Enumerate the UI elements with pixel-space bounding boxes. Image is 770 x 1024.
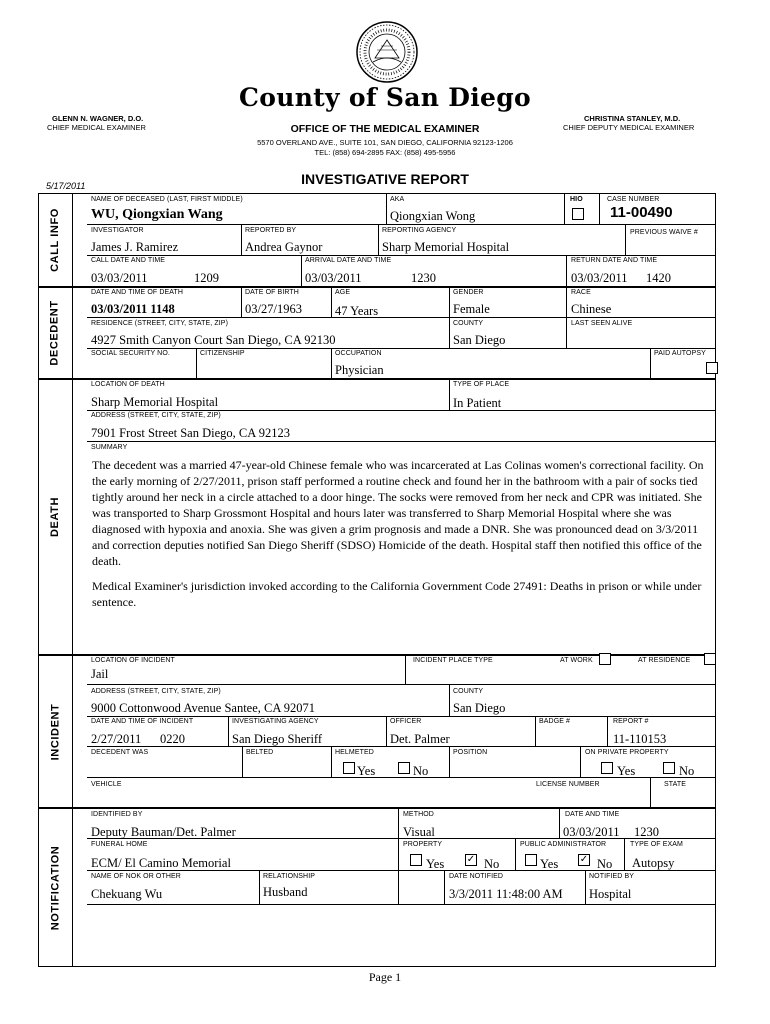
private-property-label: ON PRIVATE PROPERTY [585, 749, 669, 756]
identified-by: Deputy Bauman/Det. Palmer [91, 825, 236, 839]
incident-address: 9000 Cottonwood Avenue Santee, CA 92071 [91, 701, 316, 715]
page-number: Page 1 [368, 970, 402, 984]
state-label: STATE [664, 781, 687, 788]
section-notification: NOTIFICATION [49, 845, 62, 930]
relationship: Husband [263, 885, 308, 899]
case-number-label: CASE NUMBER [607, 196, 660, 203]
call-time: 1209 [194, 271, 219, 285]
at-residence-checkbox[interactable] [704, 653, 716, 665]
paid-autopsy-label: PAID AUTOPSY [654, 350, 706, 357]
age: 47 Years [335, 304, 379, 318]
relationship-label: RELATIONSHIP [263, 873, 316, 880]
gender-label: GENDER [453, 289, 484, 296]
death-address: 7901 Frost Street San Diego, CA 92123 [91, 426, 290, 440]
incident-time: 0220 [160, 732, 185, 746]
badge-label: BADGE # [539, 718, 571, 725]
investigator: James J. Ramirez [91, 240, 179, 254]
helmeted-yes-label: Yes [357, 764, 376, 778]
incident-datetime-label: DATE AND TIME OF INCIDENT [91, 718, 194, 725]
dob: 03/27/1963 [245, 302, 302, 316]
section-death: DEATH [49, 496, 62, 538]
reporting-agency: Sharp Memorial Hospital [382, 240, 510, 254]
previous-waive-label: PREVIOUS WAIVE # [630, 229, 698, 236]
officer: Det. Palmer [390, 732, 450, 746]
office-phone: TEL: (858) 694-2895 FAX: (858) 495-5956 [314, 148, 456, 157]
public-admin-yes-checkbox[interactable] [525, 854, 537, 866]
county-title: County of San Diego [239, 83, 531, 112]
deputy-examiner-name: CHRISTINA STANLEY, M.D. [584, 114, 681, 123]
incident-date: 2/27/2011 [91, 732, 142, 746]
place-type: In Patient [453, 396, 502, 410]
property-yes-checkbox[interactable] [410, 854, 422, 866]
deceased-name-label: NAME OF DECEASED (LAST, FIRST MIDDLE) [91, 196, 243, 203]
call-datetime-label: CALL DATE AND TIME [91, 257, 166, 264]
private-no-label: No [679, 764, 695, 778]
helmeted-yes-checkbox[interactable] [343, 762, 355, 774]
incident-address-label: ADDRESS (STREET, CITY, STATE, ZIP) [91, 688, 221, 695]
ssn-label: SOCIAL SECURITY NO. [91, 350, 170, 357]
nok-name: Chekuang Wu [91, 887, 163, 901]
deputy-examiner-title: CHIEF DEPUTY MEDICAL EXAMINER [563, 123, 695, 132]
incident-location: Jail [91, 667, 109, 681]
helmeted-no-checkbox[interactable] [398, 762, 410, 774]
place-type-label: TYPE OF PLACE [453, 381, 510, 388]
summary-paragraph-2: Medical Examiner's jurisdiction invoked according to the California Government Code 27491: Deaths in prison or while under sentence. [92, 579, 702, 609]
report-number-label: REPORT # [613, 718, 649, 725]
incident-county-label: COUNTY [453, 688, 484, 695]
funeral-home: ECM/ El Camino Memorial [91, 856, 231, 870]
dob-label: DATE OF BIRTH [245, 289, 299, 296]
last-seen-label: LAST SEEN ALIVE [571, 320, 633, 327]
incident-location-label: LOCATION OF INCIDENT [91, 657, 175, 664]
vehicle-label: VEHICLE [91, 781, 122, 788]
arrival-time: 1230 [411, 271, 436, 285]
residence: 4927 Smith Canyon Court San Diego, CA 92130 [91, 333, 336, 347]
arrival-datetime-label: ARRIVAL DATE AND TIME [305, 257, 392, 264]
arrival-date: 03/03/2011 [305, 271, 362, 285]
reported-by: Andrea Gaynor [245, 240, 323, 254]
office-title: OFFICE OF THE MEDICAL EXAMINER [290, 123, 480, 135]
death-location-label: LOCATION OF DEATH [91, 381, 165, 388]
belted-label: BELTED [246, 749, 274, 756]
exam-type: Autopsy [632, 856, 675, 870]
decedent-was-label: DECEDENT WAS [91, 749, 149, 756]
position-label: POSITION [453, 749, 488, 756]
death-location: Sharp Memorial Hospital [91, 395, 219, 409]
age-label: AGE [335, 289, 351, 296]
hio-label: HIO [570, 196, 583, 203]
officer-label: OFFICER [390, 718, 422, 725]
office-address: 5570 OVERLAND AVE., SUITE 101, SAN DIEGO, CALIFORNIA 92123-1206 [257, 138, 513, 147]
case-number: 11-00490 [610, 204, 673, 221]
funeral-home-label: FUNERAL HOME [91, 841, 148, 848]
decedent-county-label: COUNTY [453, 320, 484, 327]
county-seal [355, 20, 419, 84]
public-admin-yes-label: Yes [540, 857, 559, 871]
deceased-name: WU, Qiongxian Wang [91, 207, 223, 222]
property-no-label: No [484, 857, 500, 871]
date-of-death-label: DATE AND TIME OF DEATH [91, 289, 184, 296]
race: Chinese [571, 302, 612, 316]
notified-by-label: NOTIFIED BY [589, 873, 635, 880]
date-notified-label: DATE NOTIFIED [449, 873, 504, 880]
report-number: 11-110153 [613, 732, 667, 746]
hio-checkbox[interactable] [572, 208, 584, 220]
section-call-info: CALL INFO [49, 207, 62, 272]
gender: Female [453, 302, 490, 316]
private-yes-label: Yes [617, 764, 636, 778]
death-address-label: ADDRESS (STREET, CITY, STATE, ZIP) [91, 412, 221, 419]
aka-value: Qiongxian Wong [390, 209, 476, 223]
helmeted-label: HELMETED [335, 749, 374, 756]
section-incident: INCIDENT [49, 703, 61, 760]
summary-paragraph-1: The decedent was a married 47-year-old Chinese female who was incarcerated at Las Colinas women's correctional facility. On the early morning of 2/27/2011, prison staff performed a routine check and found her in the bathroom with a pair of socks tied tightly around her neck in a circle attached to a door hinge. The socks were removed from her neck and CPR was initiated. She was transported to Sharp Grossmont Hospital and hours later was transferred to Sharp Memorial Hospital where she was diagnosed with hypoxia and anoxia. She was given a grim prognosis and made a DNR. She was pronounced dead on 3/3/2011 and correction deputies notified San Diego Sheriff (SDSO) Homicide of the death. Hospital staff then notified this office of the death. [92, 458, 704, 568]
notification-datetime-label: DATE AND TIME [565, 811, 620, 818]
chief-examiner-name: GLENN N. WAGNER, D.O. [52, 114, 144, 123]
property-yes-label: Yes [426, 857, 445, 871]
notification-date: 03/03/2011 [563, 825, 620, 839]
helmeted-no-label: No [413, 764, 429, 778]
public-admin-no-checkbox[interactable]: ✓ [579, 854, 589, 865]
report-title: INVESTIGATIVE REPORT [301, 171, 469, 187]
occupation-label: OCCUPATION [335, 350, 382, 357]
investigating-agency: San Diego Sheriff [232, 732, 323, 746]
date-of-death: 03/03/2011 1148 [91, 302, 175, 316]
property-no-checkbox[interactable]: ✓ [466, 854, 476, 865]
section-decedent: DECEDENT [49, 300, 61, 366]
public-admin-label: PUBLIC ADMINISTRATOR [520, 841, 607, 848]
incident-place-type-label: INCIDENT PLACE TYPE [413, 657, 493, 664]
report-date: 5/17/2011 [46, 181, 86, 191]
at-work-checkbox[interactable] [599, 653, 611, 665]
at-work-label: AT WORK [560, 657, 593, 664]
aka-label: AKA [390, 196, 405, 203]
public-admin-no-label: No [597, 857, 613, 871]
incident-county: San Diego [453, 701, 506, 715]
chief-examiner-title: CHIEF MEDICAL EXAMINER [47, 123, 146, 132]
property-label: PROPERTY [403, 841, 443, 848]
citizenship-label: CITIZENSHIP [200, 350, 245, 357]
paid-autopsy-checkbox[interactable] [706, 362, 718, 374]
method: Visual [403, 825, 435, 839]
return-datetime-label: RETURN DATE AND TIME [571, 257, 658, 264]
nok-label: NAME OF NOK OR OTHER [91, 873, 181, 880]
identified-by-label: IDENTIFIED BY [91, 811, 143, 818]
at-residence-label: AT RESIDENCE [638, 657, 691, 664]
call-date: 03/03/2011 [91, 271, 148, 285]
investigating-agency-label: INVESTIGATING AGENCY [232, 718, 319, 725]
reported-by-label: REPORTED BY [245, 227, 297, 234]
decedent-county: San Diego [453, 333, 506, 347]
summary-label: SUMMARY [91, 444, 128, 451]
residence-label: RESIDENCE (STREET, CITY, STATE, ZIP) [91, 320, 229, 327]
reporting-agency-label: REPORTING AGENCY [382, 227, 457, 234]
notification-time: 1230 [634, 825, 659, 839]
notified-by: Hospital [589, 887, 632, 901]
return-time: 1420 [646, 271, 671, 285]
private-no-checkbox[interactable] [663, 762, 675, 774]
private-yes-checkbox[interactable] [601, 762, 613, 774]
license-number-label: LICENSE NUMBER [536, 781, 600, 788]
exam-type-label: TYPE OF EXAM [630, 841, 683, 848]
method-label: METHOD [403, 811, 434, 818]
investigator-label: INVESTIGATOR [91, 227, 144, 234]
date-notified: 3/3/2011 11:48:00 AM [449, 887, 563, 901]
occupation: Physician [335, 363, 384, 377]
race-label: RACE [571, 289, 591, 296]
return-date: 03/03/2011 [571, 271, 628, 285]
